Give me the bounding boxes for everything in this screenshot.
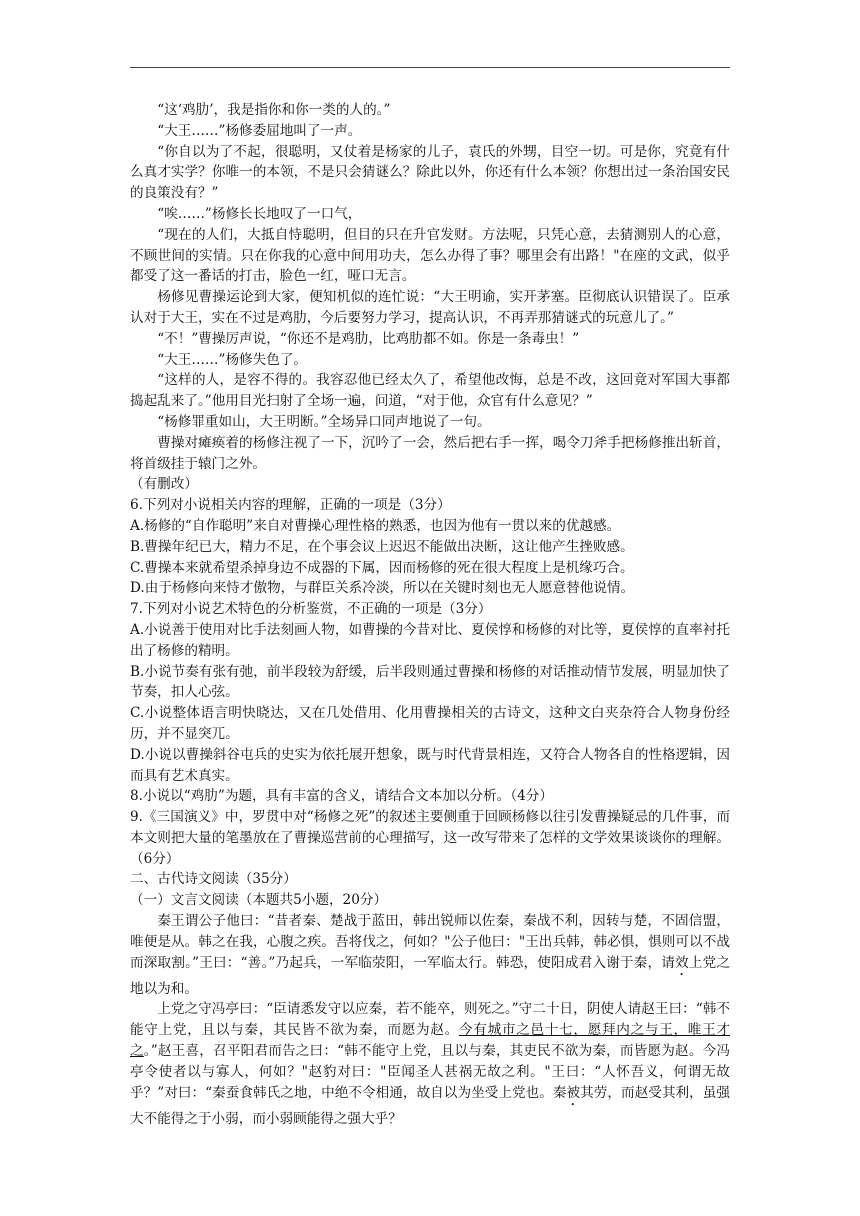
story-paragraph: “大王……”杨修委屈地叫了一声。 (157, 122, 362, 139)
question-7: 7.下列对小说艺术特色的分析鉴赏，不正确的一项是（3分） (130, 601, 492, 618)
question-7-option-b: B.小说节奏有张有弛，前半段较为舒缓，后半段则通过曹操和杨修的对话推动情节发展，明显加快了节奏，扣人心弦。 (130, 663, 730, 701)
classical-paragraph-2 (130, 999, 730, 1129)
story-paragraph: “不！”曹操厉声说，“你还不是鸡肋，比鸡肋都不如。你是一条毒虫！” (157, 330, 580, 347)
section-title: 二、古代诗文阅读（35分） (130, 871, 297, 888)
classical-text: 上党之地以为和。 (130, 954, 731, 997)
question-6-option-a: A.杨修的“自作聪明”来自对曹操心理性格的熟悉，也因为他有一贯以来的优越感。 (130, 517, 621, 534)
story-paragraph: “大王……”杨修失色了。 (157, 351, 308, 368)
revision-note: （有删改） (130, 476, 198, 493)
story-paragraph: “杨修罪重如山，大王明断。”全场异口同声地说了一句。 (157, 413, 491, 430)
subsection-title: （一）文言文阅读（本题共5小题，20分） (130, 892, 388, 909)
story-paragraph: “这‘鸡肋’，我是指你和你一类的人的。” (157, 102, 391, 118)
classical-paragraph-1 (130, 911, 730, 999)
emphasized-word: 被 (566, 1084, 581, 1101)
document-body (130, 100, 730, 1129)
classical-text: 上党之守冯亭曰：“臣请悉发守以应秦，若不能卒，则死之。”守二十日，阴使人请赵王曰：“韩不能守上党，且以与秦，其民皆不欲为秦，而愿为赵。 (130, 1001, 730, 1039)
question-6-option-d: D.由于杨修向来恃才傲物，与群臣关系冷淡，所以在关键时刻也无人愿意替他说情。 (130, 580, 635, 597)
question-6-option-c: C.曹操本来就希望杀掉身边不成器的下属，因而杨修的死在很大程度上是机缘巧合。 (130, 559, 634, 576)
question-7-option-c: C.小说整体语言明快晓达，又在几处借用、化用曹操相关的古诗文，这种文白夹杂符合人物身份经历，并不显突兀。 (130, 705, 730, 742)
emphasized-word: 效 (675, 954, 689, 971)
question-9: 9.《三国演义》中，罗贯中对“杨修之死”的叙述主要侧重于回顾杨修以往引发曹操疑忌的几件事，而本文则把大量的笔墨放在了曹操巡营前的心理描写，这一改写带来了怎样的文学效果谈谈你的理解。（6分） (130, 809, 730, 867)
classical-text: 其劳，而赵受其利，虽强大不能得之于小弱，而小弱顾能得之强大乎？ (130, 1084, 731, 1127)
story-paragraph: 杨修见曹操运论到大家，便知机似的连忙说：“大王明谕，实开茅塞。臣彻底认识错误了。臣承认对于大王，实在不过是鸡肋，今后要努力学习，提高认识，不再弄那猜谜式的玩意儿了。” (130, 289, 730, 326)
story-paragraph: “唉……”杨修长长地叹了一口气， (157, 205, 362, 222)
question-6: 6.下列对小说相关内容的理解，正确的一项是（3分） (130, 497, 451, 514)
underlined-sentence: 今有城市之邑十七，愿拜内之与王，唯王才之 (130, 1022, 731, 1060)
story-paragraph: 曹操对瘫痪着的杨修注视了一下，沉吟了一会，然后把右手一挥，喝令刀斧手把杨修推出斩首，将首级挂于辕门之外。 (130, 434, 730, 472)
classical-text: 。”赵王喜，召平阳君而告之曰：“韩不能守上党，且以与秦，其吏民不欲为秦，而皆愿为赵。今冯亭令使者以与寡人，何如？"赵豹对曰："臣闻圣人甚祸无故之利。"王曰：“人怀吾义，何谓无故乎？”对曰：“秦蚕食韩氏之地，中绝不令相通，故自以为坐受上党也。秦 (130, 1043, 730, 1101)
header-rule (130, 67, 730, 68)
question-7-option-a: A.小说善于使用对比手法刻画人物，如曹操的今昔对比、夏侯惇和杨修的对比等，夏侯惇的直率衬托出了杨修的精明。 (130, 621, 730, 659)
question-8: 8.小说以“鸡肋”为题，具有丰富的含义，请结合文本加以分析。（4分） (130, 788, 553, 805)
classical-text: 秦王谓公子他曰：“昔者秦、楚战于蓝田，韩出锐师以佐秦，秦战不利，因转与楚，不固信盟，唯便是从。韩之在我，心腹之疾。吾将伐之，何如？"公子他曰："王出兵韩，韩必惧，惧则可以不战而深取割。”王曰：“善。”乃起兵，一军临荥阳，一军临太行。韩恐，使阳成君入谢于秦，请 (130, 913, 730, 971)
story-paragraph: “你自以为了不起，很聪明，又仗着是杨家的儿子，袁氏的外甥，目空一切。可是你，究竟有什么真才实学？你唯一的本领，不是只会猜谜么？除此以外，你还有什么本领？你想出过一条治国安民的良策没有？” (130, 143, 730, 202)
story-paragraph: “这样的人，是容不得的。我容忍他已经太久了，希望他改悔，总是不改，这回竟对军国大事都捣起乱来了。”他用目光扫射了全场一遍，问道，“对于他，众官有什么意见？” (130, 372, 730, 410)
question-7-option-d: D.小说以曹操斜谷屯兵的史实为依托展开想象，既与时代背景相连，又符合人物各自的性格逻辑，因而具有艺术真实。 (130, 746, 730, 784)
story-paragraph: “现在的人们，大抵自恃聪明，但目的只在升官发财。方法呢，只凭心意，去猜测别人的心意，不顾世间的实情。只在你我的心意中间用功夫，怎么办得了事？哪里会有出路！"在座的文武，似乎都受了这一番话的打击，脸色一红，哑口无言。 (130, 226, 730, 285)
question-6-option-b: B.曹操年纪已大，精力不足，在个事会议上迟迟不能做出决断，这让他产生挫败感。 (130, 538, 634, 555)
